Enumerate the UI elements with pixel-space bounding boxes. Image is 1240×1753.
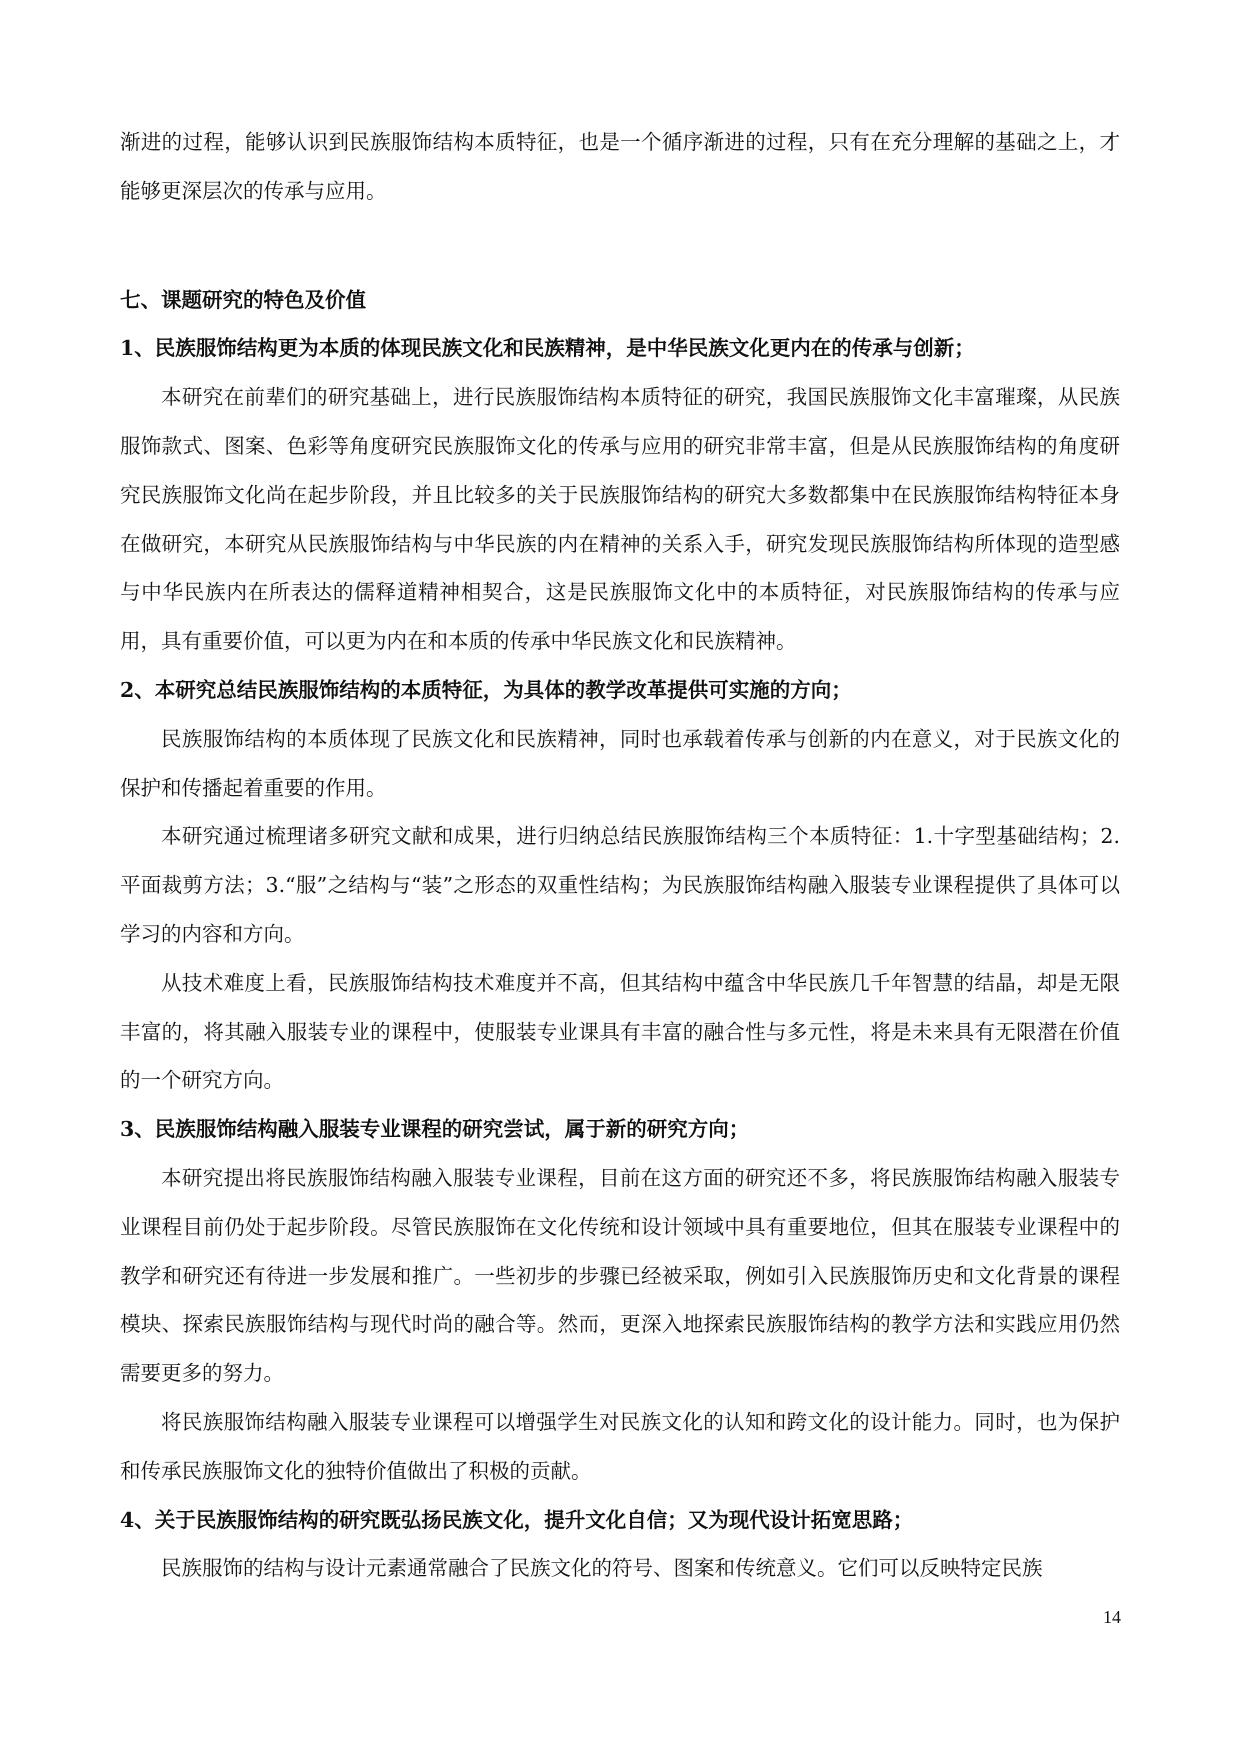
body-paragraph: 本研究在前辈们的研究基础上，进行民族服饰结构本质特征的研究，我国民族服饰文化丰富璀璨，从民族服饰款式、图案、色彩等角度研究民族服饰文化的传承与应用的研究非常丰富，但是从民族服饰结构的角度研究民族服饰文化尚在起步阶段，并且比较多的关于民族服饰结构的研究大多数都集中在民族服饰结构特征本身在做研究，本研究从民族服饰结构与中华民族的内在精神的关系入手，研究发现民族服饰结构所体现的造型感与中华民族内在所表达的儒释道精神相契合，这是民族服饰文化中的本质特征，对民族服饰结构的传承与应用，具有重要价值，可以更为内在和本质的传承中华民族文化和民族精神。 bbox=[120, 385, 1120, 654]
page-number: 14 bbox=[1103, 1607, 1121, 1627]
body-paragraph: 从技术难度上看，民族服饰结构技术难度并不高，但其结构中蕴含中华民族几千年智慧的结晶，却是无限丰富的，将其融入服装专业的课程中，使服装专业课具有丰富的融合性与多元性，将是未来具有无限潜在价值的一个研究方向。 bbox=[120, 970, 1120, 1093]
item-3 bbox=[120, 1105, 1120, 1495]
item-heading: 3、民族服饰结构融入服装专业课程的研究尝试，属于新的研究方向； bbox=[120, 1117, 750, 1142]
item-2 bbox=[120, 666, 1120, 1105]
section-title: 七、课题研究的特色及价值 bbox=[120, 287, 366, 312]
item-4 bbox=[120, 1496, 1120, 1594]
item-1 bbox=[120, 324, 1120, 666]
body-paragraph: 本研究提出将民族服饰结构融入服装专业课程，目前在这方面的研究还不多，将民族服饰结构融入服装专业课程目前仍处于起步阶段。尽管民族服饰在文化传统和设计领域中具有重要地位，但其在服装专业课程中的教学和研究还有待进一步发展和推广。一些初步的步骤已经被采取，例如引入民族服饰历史和文化背景的课程模块、探索民族服饰结构与现代时尚的融合等。然而，更深入地探索民族服饰结构的教学方法和实践应用仍然需要更多的努力。 bbox=[120, 1165, 1120, 1386]
body-paragraph: 民族服饰结构的本质体现了民族文化和民族精神，同时也承载着传承与创新的内在意义，对于民族文化的保护和传播起着重要的作用。 bbox=[120, 726, 1120, 800]
body-paragraph: 将民族服饰结构融入服装专业课程可以增强学生对民族文化的认知和跨文化的设计能力。同时，也为保护和传承民族服饰文化的独特价值做出了积极的贡献。 bbox=[120, 1409, 1120, 1483]
intro-paragraph: 渐进的过程，能够认识到民族服饰结构本质特征，也是一个循序渐进的过程，只有在充分理解的基础之上，才能够更深层次的传承与应用。 bbox=[120, 130, 1120, 203]
item-heading: 1、民族服饰结构更为本质的体现民族文化和民族精神，是中华民族文化更内在的传承与创新； bbox=[120, 336, 975, 361]
body-paragraph: 民族服饰的结构与设计元素通常融合了民族文化的符号、图案和传统意义。它们可以反映特定民族 bbox=[161, 1556, 1043, 1581]
item-heading: 4、关于民族服饰结构的研究既弘扬民族文化，提升文化自信；又为现代设计拓宽思路； bbox=[120, 1507, 914, 1532]
document-page bbox=[120, 118, 1120, 1593]
body-paragraph: 本研究通过梳理诸多研究文献和成果，进行归纳总结民族服饰结构三个本质特征：1.十字型基础结构；2.平面裁剪方法；3.“服”之结构与“装”之形态的双重性结构；为民族服饰结构融入服装专业课程提供了具体可以学习的内容和方向。 bbox=[120, 824, 1120, 946]
item-heading: 2、本研究总结民族服饰结构的本质特征，为具体的教学改革提供可实施的方向； bbox=[120, 677, 852, 702]
